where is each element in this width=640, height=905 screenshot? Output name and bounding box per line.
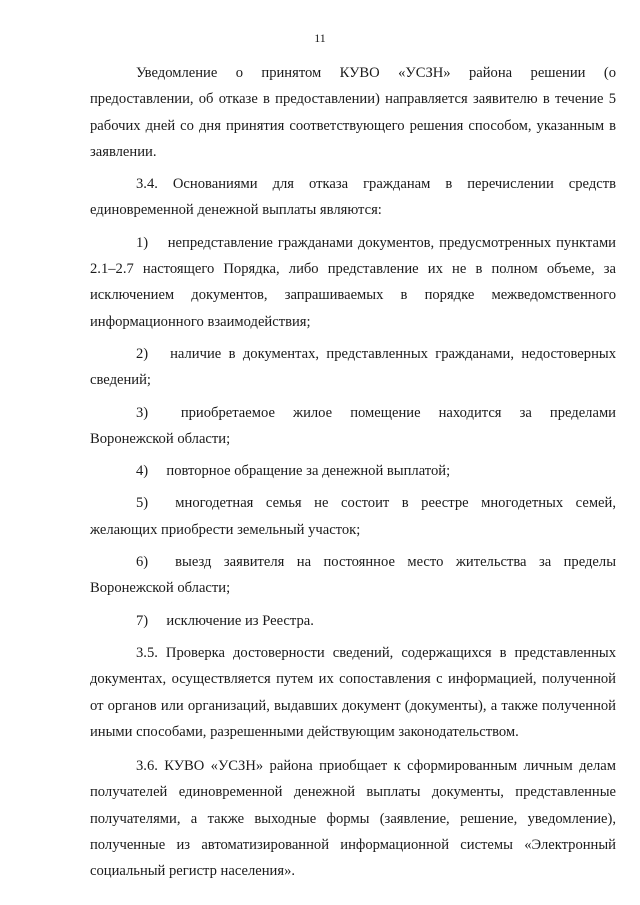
list-item-4: 4) повторное обращение за денежной выплатой; (136, 463, 451, 480)
list-item-6: 6) выезд заявителя на постоянное место жительства за пределы Воронежской области; (90, 554, 616, 597)
list-item-7: 7) исключение из Реестра. (136, 612, 314, 629)
document-body (90, 60, 616, 885)
list-item-2: 2) наличие в документах, представленных гражданами, недостоверных сведений; (90, 345, 616, 389)
paragraph-notice: Уведомление о принятом КУВО «УСЗН» района решении (о предоставлении, об отказе в предоставлении) направляется заявителю в течение 5 рабочих дней со дня принятия соответствующего решения способом, указанным в заявлении. (90, 65, 616, 160)
list-item-5: 5) многодетная семья не состоит в реестре многодетных семей, желающих приобрести земельный участок; (90, 495, 616, 538)
paragraph-section-3-6: 3.6. КУВО «УСЗН» района приобщает к сформированным личным делам получателей единовременной денежной выплаты документы, представленные получателями, а также выходные формы (заявление, решение, уведомление), полученные из автоматизированной информационной системы «Электронный социальный регистр населения». (90, 758, 616, 880)
list-item-1: 1) непредставление гражданами документов, предусмотренных пунктами 2.1–2.7 настоящего Порядка, либо представление их не в полном объеме, за исключением документов, запрашиваемых в порядке межведомственного информационного взаимодействия; (90, 234, 616, 330)
paragraph-section-3-4: 3.4. Основаниями для отказа гражданам в перечислении средств единовременной денежной выплаты являются: (90, 176, 616, 219)
page-number: 11 (314, 31, 326, 45)
paragraph-section-3-5: 3.5. Проверка достоверности сведений, содержащихся в представленных документах, осуществляется путем их сопоставления с информацией, полученной от органов или организаций, выдавших документ (документы), а также полученной иными способами, разрешенными действующим законодательством. (90, 644, 616, 740)
list-item-3: 3) приобретаемое жилое помещение находится за пределами Воронежской области; (90, 404, 616, 447)
